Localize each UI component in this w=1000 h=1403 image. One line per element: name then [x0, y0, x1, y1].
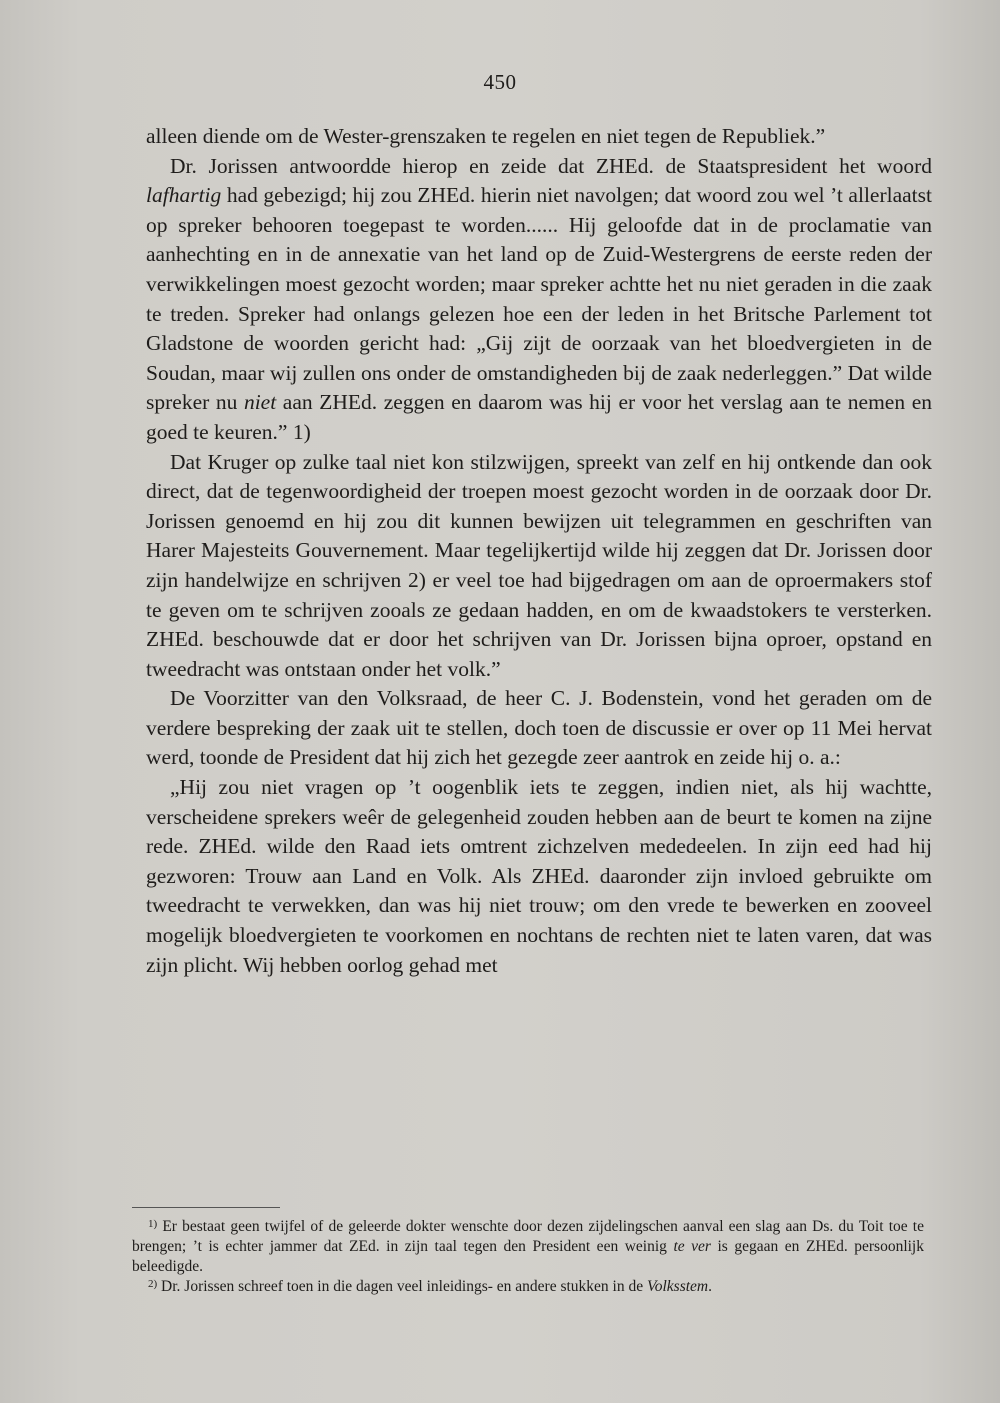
text-run: Dr. Jorissen antwoordde hierop en zeide dat ZHEd. de Staatspresident het woord: [170, 153, 932, 178]
italic-text: niet: [243, 390, 277, 415]
text-run: is gegaan en ZHEd. persoonlijk beleedigde.: [132, 1238, 924, 1275]
text-run: 2): [407, 567, 426, 592]
footnote: [132, 1217, 924, 1277]
body-paragraph: [146, 152, 932, 448]
text-run: aan ZHEd. zeggen en daarom was hij er voor het verslag aan te nemen en goed te keuren.”: [146, 390, 932, 444]
footnote-divider: [132, 1207, 280, 1208]
text-run: had gebezigd; hij zou ZHEd. hierin niet navolgen; dat woord zou wel ’t allerlaatst op spreker behooren toegepast te worden...... Hij geloofde dat in de proclamatie van aanhechting en in de annexatie van het land op de Zuid-Westergrens de eerste reden der verwikkelingen moest gezocht worden; maar spreker achtte het nu niet geraden in die zaak te treden. Spreker had onlangs gelezen hoe een der leden in het Britsche Parlement tot Gladstone de woorden gericht had: „Gij zijt de oorzaak van het bloedvergieten in de Soudan, maar wij zullen ons onder de omstandigheden bij de zaak nederleggen.” Dat wilde spreker nu: [146, 183, 932, 415]
text-run: Dr. Jorissen schreef toen in die dagen veel inleidings- en andere stukken in de: [157, 1278, 647, 1295]
text-run: De Voorzitter van den Volksraad, de heer C. J. Bodenstein, vond het geraden om de verdere bespreking der zaak uit te stellen, doch toen de discussie er over op 11 Mei hervat werd, toonde de President dat hij zich het gezegde zeer aantrok en zeide hij o. a.:: [146, 686, 932, 770]
text-run: „Hij zou niet vragen op ’t oogenblik iets te zeggen, indien niet, als hij wachtte, verscheidene sprekers weêr de gelegenheid zouden hebben aan de beurt te komen na zijne rede. ZHEd. wilde den Raad iets omtrent zichzelven mededeelen. In zijn eed had hij gezworen: Trouw aan Land en Volk. Als ZHEd. daaronder zijn invloed gebruikte om tweedracht te verwekken, dan was hij niet trouw; om den vrede te bewerken en zooveel mogelijk bloedvergieten te voorkomen en nochtans de rechten niet te laten varen, dat was zijn plicht. Wij hebben oorlog gehad met: [146, 775, 932, 977]
footnote: [132, 1277, 924, 1297]
italic-text: te ver: [673, 1238, 711, 1255]
text-run: .: [708, 1278, 713, 1295]
text-run: 1): [292, 419, 311, 444]
italic-text: Volksstem: [647, 1278, 709, 1295]
body-paragraph: [146, 122, 932, 152]
body-paragraph: [146, 448, 932, 685]
italic-text: lafhartig: [146, 183, 222, 208]
page-number: 450: [483, 70, 517, 94]
text-run: Er bestaat geen twijfel of de geleerde dokter wenschte door dezen zijdelingschen aanval een slag aan Ds. du Toit toe te brengen; ’t is echter jammer dat ZEd. in zijn taal tegen den President een weinig: [132, 1218, 924, 1255]
footnote-marker: 1): [148, 1218, 158, 1230]
footnotes: [132, 1217, 924, 1297]
text-run: Dat Kruger op zulke taal niet kon stilzwijgen, spreekt van zelf en hij ontkende dan ook direct, dat de tegenwoordigheid der troepen moest gezocht worden in de oorzaak door Dr. Jorissen genoemd en hij zou dit kunnen bewijzen uit telegrammen en geschriften van Harer Majesteits Gouvernement. Maar tegelijkertijd wilde hij zeggen dat Dr. Jorissen door zijn handelwijze en schrijven: [146, 449, 932, 592]
body-paragraph: [146, 684, 932, 773]
footnote-marker: 2): [148, 1278, 158, 1290]
text-run: er veel toe had bijgedragen om aan de oproermakers stof te geven om te schrijven zooals ze gedaan hadden, en om de kwaadstokers te versterken. ZHEd. beschouwde dat er door het schrijven van Dr. Jorissen bijna oproer, opstand en tweedracht was ontstaan onder het volk.”: [146, 567, 932, 681]
body-text: [146, 122, 932, 980]
body-paragraph: [146, 773, 932, 980]
text-run: alleen diende om de Wester-grenszaken te regelen en niet tegen de Republiek.”: [146, 124, 826, 148]
